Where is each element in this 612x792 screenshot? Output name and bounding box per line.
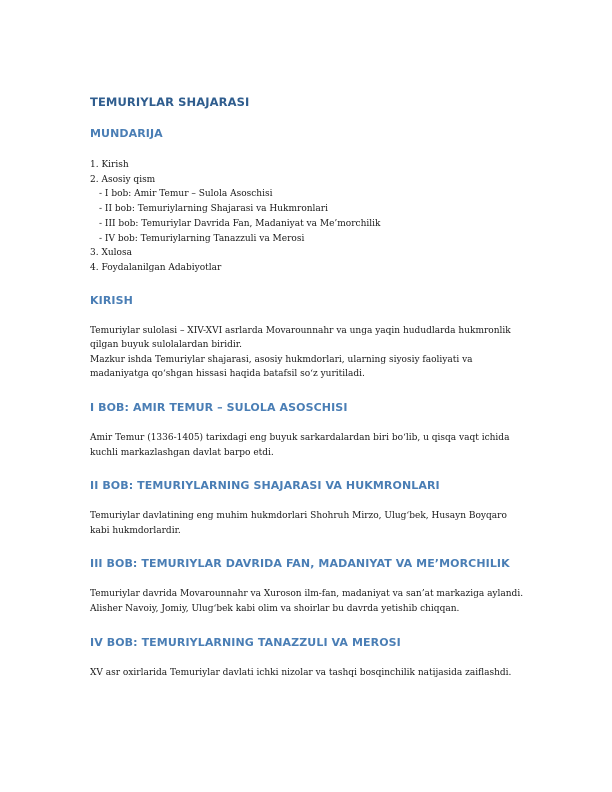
paragraph-line: Alisher Navoiy, Jomiy, Ulug‘bek kabi olim va shoirlar bu davrda yetishib chiqqan. xyxy=(90,603,460,614)
document-title: TEMURIYLAR SHAJARASI xyxy=(90,95,250,109)
document-body xyxy=(90,95,530,680)
toc-subitem: - II bob: Temuriylarning Shajarasi va Hukmronlari xyxy=(99,204,328,215)
paragraph-line: kabi hukmdorlardir. xyxy=(90,525,181,536)
paragraph-line: kuchli markazlashgan davlat barpo etdi. xyxy=(90,447,274,458)
section-chapter-3 xyxy=(90,557,530,616)
section-chapter-2 xyxy=(90,479,530,538)
paragraph-line: Mazkur ishda Temuriylar shajarasi, asosiy hukmdorlari, ularning siyosiy faoliyati va xyxy=(90,354,473,365)
table-of-contents xyxy=(90,158,530,276)
section-heading: I BOB: AMIR TEMUR – SULOLA ASOSCHISI xyxy=(90,401,348,414)
section-chapter-1 xyxy=(90,401,530,460)
toc-subitem: - I bob: Amir Temur – Sulola Asoschisi xyxy=(99,189,273,200)
paragraph-line: madaniyatga qo‘shgan hissasi haqida batafsil so‘z yuritiladi. xyxy=(90,369,365,380)
paragraph-line: Temuriylar davrida Movarounnahr va Xuroson ilm-fan, madaniyat va san’at markaziga aylandi. xyxy=(90,589,524,600)
toc-item: 3. Xulosa xyxy=(90,248,132,259)
toc-subitem: - III bob: Temuriylar Davrida Fan, Madaniyat va Me’morchilik xyxy=(99,218,381,229)
toc-heading: MUNDARIJA xyxy=(90,127,163,140)
paragraph-line: XV asr oxirlarida Temuriylar davlati ichki nizolar va tashqi bosqinchilik natijasida zaiflashdi. xyxy=(90,667,512,678)
section-kirish xyxy=(90,294,530,382)
section-heading: IV BOB: TEMURIYLARNING TANAZZULI VA MEROSI xyxy=(90,635,401,649)
section-heading: KIRISH xyxy=(90,293,133,307)
paragraph-line: Amir Temur (1336-1405) tarixdagi eng buyuk sarkardalardan biri bo‘lib, u qisqa vaqt ichida xyxy=(90,433,510,443)
toc-subitem: - IV bob: Temuriylarning Tanazzuli va Merosi xyxy=(99,233,305,244)
paragraph-line: Temuriylar davlatining eng muhim hukmdorlari Shohruh Mirzo, Ulug‘bek, Husayn Boyqaro xyxy=(90,511,507,522)
paragraph-line: qilgan buyuk sulolalardan biridir. xyxy=(90,340,242,351)
toc-item: 2. Asosiy qism xyxy=(90,174,156,185)
section-heading: III BOB: TEMURIYLAR DAVRIDA FAN, MADANIYAT VA ME’MORCHILIK xyxy=(90,557,510,571)
toc-item: 1. Kirish xyxy=(90,160,129,170)
paragraph-line: Temuriylar sulolasi – XIV-XVI asrlarda Movarounnahr va unga yaqin hududlarda hukmronlik xyxy=(90,325,511,336)
toc-item: 4. Foydalanilgan Adabiyotlar xyxy=(90,262,222,273)
section-heading: II BOB: TEMURIYLARNING SHAJARASI VA HUKMRONLARI xyxy=(90,479,440,493)
section-chapter-4 xyxy=(90,636,530,681)
